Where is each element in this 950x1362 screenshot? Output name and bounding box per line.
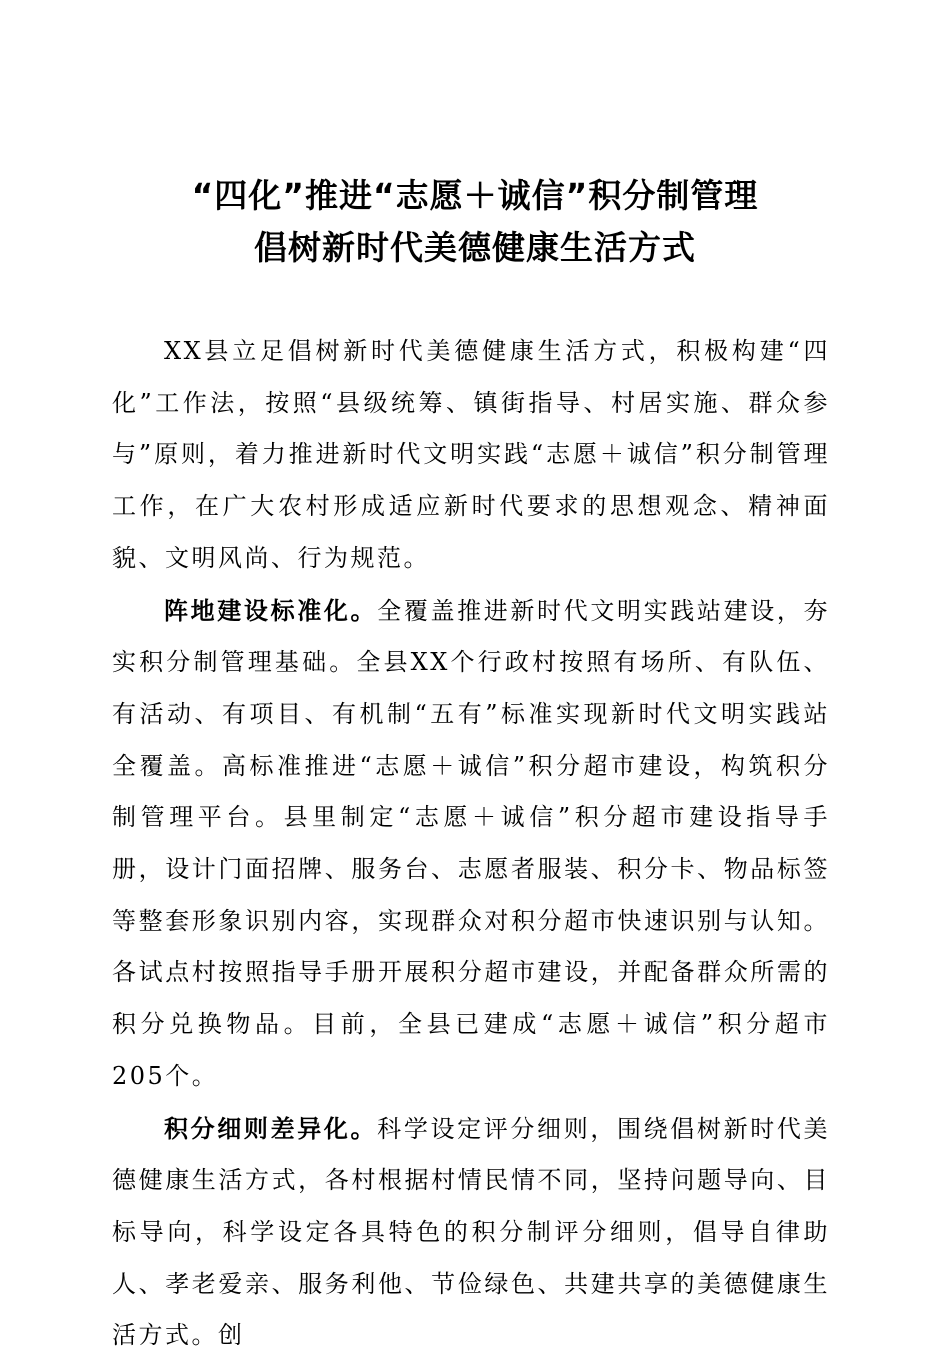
paragraph-heading: 积分细则差异化。: [164, 1113, 378, 1143]
paragraph-intro: [112, 326, 830, 585]
document-body: [112, 326, 830, 1362]
title-line-1: “四化”推进“志愿＋诚信”积分制管理: [191, 176, 759, 215]
paragraph-points-rules: [112, 1103, 830, 1362]
paragraph-site-construction: [112, 585, 830, 1103]
paragraph-text: 科学设定评分细则，围绕倡树新时代美德健康生活方式，各村根据村情民情不同，坚持问题导向、目标导向，科学设定各具特色的积分制评分细则，倡导自律助人、孝老爱亲、服务利他、节俭绿色、共建共享的美德健康生活方式。创: [112, 1114, 831, 1350]
paragraph-text: 全覆盖推进新时代文明实践站建设，夯实积分制管理基础。全县XX个行政村按照有场所、有队伍、有活动、有项目、有机制“五有”标准实现新时代文明实践站全覆盖。高标准推进“志愿＋诚信”积分超市建设，构筑积分制管理平台。县里制定“志愿＋诚信”积分超市建设指导手册，设计门面招牌、服务台、志愿者服装、积分卡、物品标签等整套形象识别内容，实现群众对积分超市快速识别与认知。各试点村按照指导手册开展积分超市建设，并配备群众所需的积分兑换物品。目前，全县已建成“志愿＋诚信”积分超市205个。: [112, 596, 831, 1090]
paragraph-text: XX县立足倡树新时代美德健康生活方式，积极构建“四化”工作法，按照“县级统筹、镇街指导、村居实施、群众参与”原则，着力推进新时代文明实践“志愿＋诚信”积分制管理工作，在广大农村形成适应新时代要求的思想观念、精神面貌、文明风尚、行为规范。: [112, 337, 830, 572]
title-line-2: 倡树新时代美德健康生活方式: [254, 228, 696, 267]
paragraph-heading: 阵地建设标准化。: [164, 595, 378, 625]
